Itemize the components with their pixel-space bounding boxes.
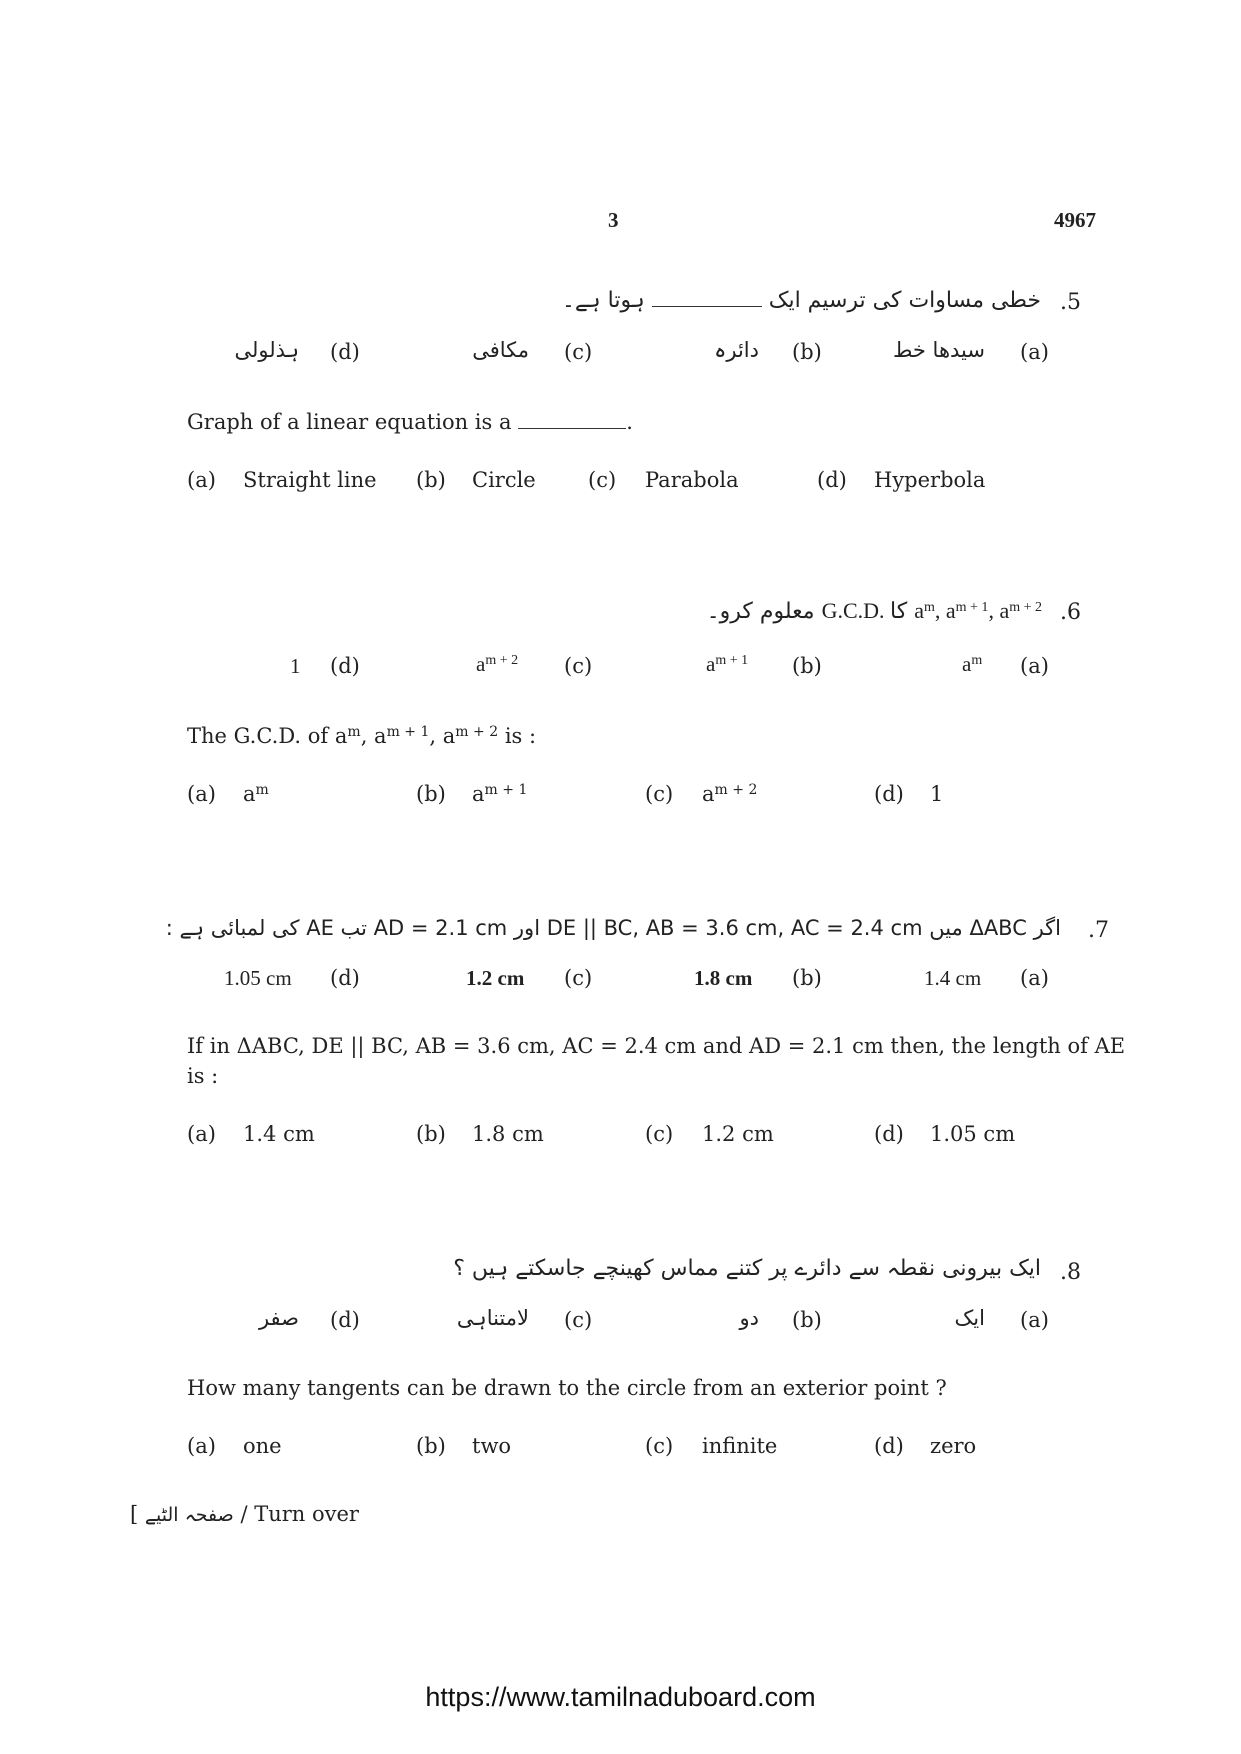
option-label: (a) (187, 1434, 216, 1458)
turn-over-note: [ صفحہ الٹیے / Turn over (130, 1502, 359, 1526)
website-url: https://www.tamilnaduboard.com (425, 1682, 816, 1712)
option-text: 1.8 cm (472, 1122, 544, 1146)
urdu-stem: معلوم کرو۔ G.C.D. کا $a^m$, $a^{m + 1}$, $a^{m + 2}$ (706, 598, 1042, 624)
urdu-option-value: $a^{m + 1}$ (706, 652, 749, 676)
english-stem: Graph of a linear equation is a . (187, 410, 633, 434)
option-value: $a^m$ (243, 782, 269, 806)
option-label: (a) (187, 1122, 216, 1146)
option-label: (c) (645, 782, 674, 806)
urdu-option-text: مکافی (472, 338, 529, 362)
option-value: 1 (930, 782, 944, 806)
urdu-option-label: (b) (792, 966, 822, 990)
option-label: (c) (645, 1122, 674, 1146)
urdu-option-label: (a) (1020, 340, 1049, 364)
urdu-option-value: 1 (290, 654, 301, 678)
urdu-option-label: (a) (1020, 654, 1049, 678)
option-text: 1.2 cm (702, 1122, 774, 1146)
urdu-option-text: 1.2 cm (466, 966, 525, 990)
option-label: (d) (874, 1122, 904, 1146)
option-label: (a) (187, 782, 216, 806)
urdu-option-value: $a^m$ (962, 652, 983, 676)
urdu-option-label: (d) (330, 340, 360, 364)
option-text: one (243, 1434, 282, 1458)
urdu-option-label: (b) (792, 340, 822, 364)
urdu-option-text: لامتناہی (456, 1306, 529, 1330)
urdu-option-label: (c) (564, 966, 593, 990)
english-stem: The G.C.D. of $a^m$, $a^{m + 1}$, $a^{m + 2}$ is : (187, 724, 537, 748)
urdu-option-label: (b) (792, 654, 822, 678)
option-label: (c) (645, 1434, 674, 1458)
urdu-option-label: (c) (564, 1308, 593, 1332)
urdu-option-text: 1.8 cm (694, 966, 753, 990)
urdu-option-label: (a) (1020, 966, 1049, 990)
urdu-option-text: صفر (258, 1306, 299, 1330)
urdu-stem: اگر ΔABC میں DE || BC, AB = 3.6 cm, AC = 2.4 cm اور AD = 2.1 cm تب AE کی لمبائی ہے : (165, 916, 1061, 940)
urdu-option-text: ایک (954, 1306, 985, 1330)
urdu-option-text: سیدھا خط (892, 338, 985, 362)
urdu-option-label: (d) (330, 1308, 360, 1332)
option-label: (c) (588, 468, 617, 492)
paper-code: 4967 (1054, 208, 1096, 232)
urdu-stem: ایک بیرونی نقطہ سے دائرے پر کتنے مماس کھینچے جاسکتے ہیں ؟ (453, 1256, 1041, 1281)
question-number: .8 (1060, 1260, 1081, 1285)
option-value: $a^{m + 2}$ (702, 782, 758, 806)
urdu-option-text: 1.05 cm (224, 966, 292, 990)
question-number: .6 (1060, 600, 1081, 625)
option-text: Hyperbola (874, 468, 986, 492)
question-number: .5 (1060, 290, 1081, 315)
option-label: (b) (416, 1434, 446, 1458)
urdu-option-label: (c) (564, 340, 593, 364)
urdu-option-text: دائرہ (714, 338, 759, 362)
option-text: zero (930, 1434, 977, 1458)
option-text: infinite (702, 1434, 778, 1458)
option-text: 1.4 cm (243, 1122, 315, 1146)
urdu-option-text: ہذلولی (234, 338, 299, 362)
option-value: $a^{m + 1}$ (472, 782, 528, 806)
urdu-option-label: (b) (792, 1308, 822, 1332)
page-number: 3 (608, 208, 619, 232)
option-label: (d) (817, 468, 847, 492)
option-label: (a) (187, 468, 216, 492)
urdu-option-label: (c) (564, 654, 593, 678)
option-label: (d) (874, 1434, 904, 1458)
urdu-option-text: دو (739, 1306, 759, 1330)
urdu-option-value: $a^{m + 2}$ (476, 652, 519, 676)
urdu-option-label: (d) (330, 966, 360, 990)
option-text: Parabola (645, 468, 739, 492)
option-label: (b) (416, 468, 446, 492)
option-label: (d) (874, 782, 904, 806)
question-number: .7 (1088, 918, 1109, 943)
urdu-option-label: (a) (1020, 1308, 1049, 1332)
urdu-stem: خطی مساوات کی ترسیم ایک ہوتا ہے۔ (562, 288, 1041, 313)
option-text: Circle (472, 468, 536, 492)
option-text: 1.05 cm (930, 1122, 1016, 1146)
english-stem-line2: is : (187, 1064, 219, 1088)
urdu-option-label: (d) (330, 654, 360, 678)
option-label: (b) (416, 1122, 446, 1146)
option-text: Straight line (243, 468, 377, 492)
option-label: (b) (416, 782, 446, 806)
english-stem-line1: If in ΔABC, DE || BC, AB = 3.6 cm, AC = 2.4 cm and AD = 2.1 cm then, the length of AE (187, 1034, 1126, 1058)
english-stem: How many tangents can be drawn to the circle from an exterior point ? (187, 1376, 947, 1400)
urdu-option-text: 1.4 cm (924, 966, 982, 990)
option-text: two (472, 1434, 512, 1458)
